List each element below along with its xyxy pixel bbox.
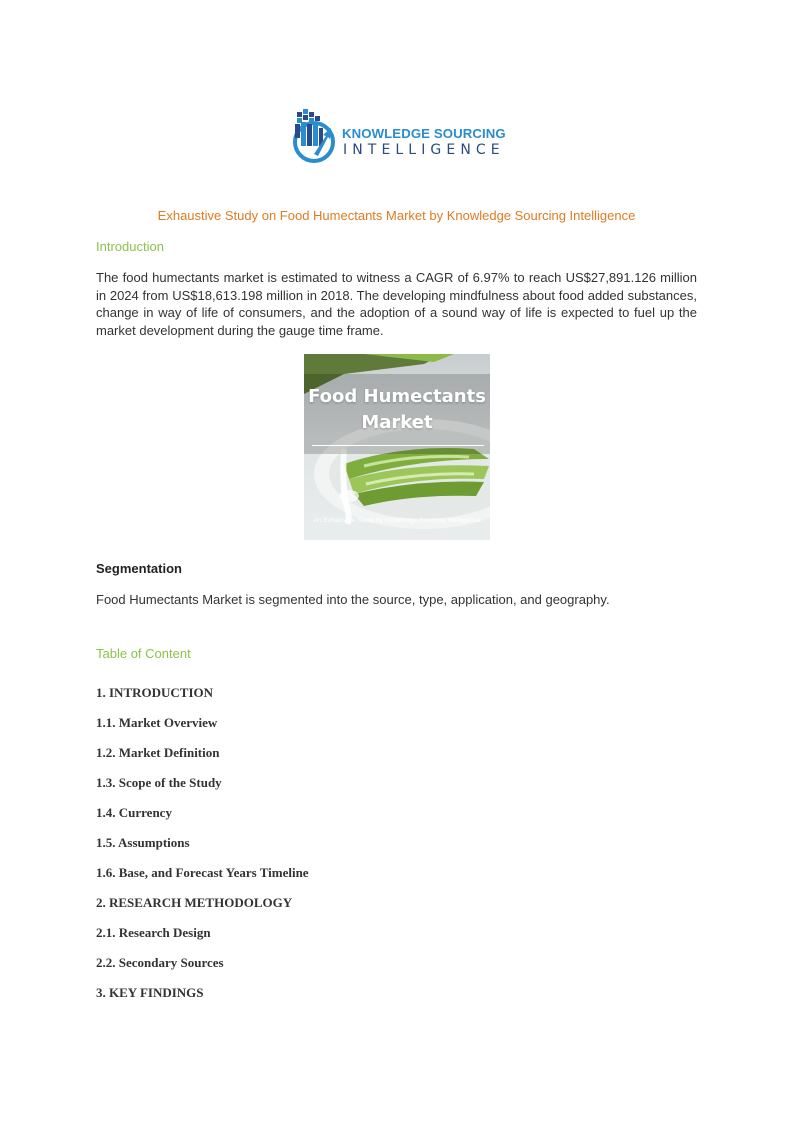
toc-item: 1. INTRODUCTION bbox=[96, 685, 214, 700]
toc-item: 1.3. Scope of the Study bbox=[96, 775, 222, 790]
logo-emblem-icon bbox=[292, 106, 342, 166]
segmentation-paragraph: Food Humectants Market is segmented into the source, type, application, and geography. bbox=[96, 592, 610, 607]
toc-heading: Table of Content bbox=[96, 646, 191, 661]
company-logo bbox=[292, 106, 507, 166]
cover-subtitle: An Exhaustive Study by Knowledge Sourcing Intelligence bbox=[313, 517, 481, 524]
introduction-heading: Introduction bbox=[96, 239, 164, 254]
toc-item: 1.6. Base, and Forecast Years Timeline bbox=[96, 865, 309, 880]
cover-title-line1: Food Humectants bbox=[308, 386, 486, 407]
logo-line1: KNOWLEDGE SOURCING bbox=[342, 126, 506, 141]
document-title: Exhaustive Study on Food Humectants Market by Knowledge Sourcing Intelligence bbox=[157, 208, 636, 223]
segmentation-heading: Segmentation bbox=[96, 561, 182, 576]
toc-item: 1.4. Currency bbox=[96, 805, 172, 820]
cover-title bbox=[304, 384, 490, 436]
toc-item: 2.2. Secondary Sources bbox=[96, 955, 224, 970]
toc-item: 1.2. Market Definition bbox=[96, 745, 220, 760]
cover-title-line2: Market bbox=[361, 412, 433, 433]
toc-item: 1.5. Assumptions bbox=[96, 835, 190, 850]
toc-item: 1.1. Market Overview bbox=[96, 715, 218, 730]
toc-list bbox=[96, 685, 309, 1015]
food-humectants-cover-image bbox=[304, 354, 490, 540]
cover-divider bbox=[312, 445, 484, 446]
introduction-paragraph: The food humectants market is estimated to witness a CAGR of 6.97% to reach US$27,891.126 million in 2024 from US$18,613.198 million in 2018. The developing mindfulness about food added substances, change in way of life of consumers, and the adoption of a sound way of life is expected to fuel up the market development during the gauge time frame. bbox=[96, 270, 697, 338]
toc-item: 2.1. Research Design bbox=[96, 925, 211, 940]
logo-line2: INTELLIGENCE bbox=[343, 142, 505, 158]
aloe-vera-image bbox=[304, 354, 490, 540]
toc-item: 2. RESEARCH METHODOLOGY bbox=[96, 895, 293, 910]
toc-item: 3. KEY FINDINGS bbox=[96, 985, 204, 1000]
